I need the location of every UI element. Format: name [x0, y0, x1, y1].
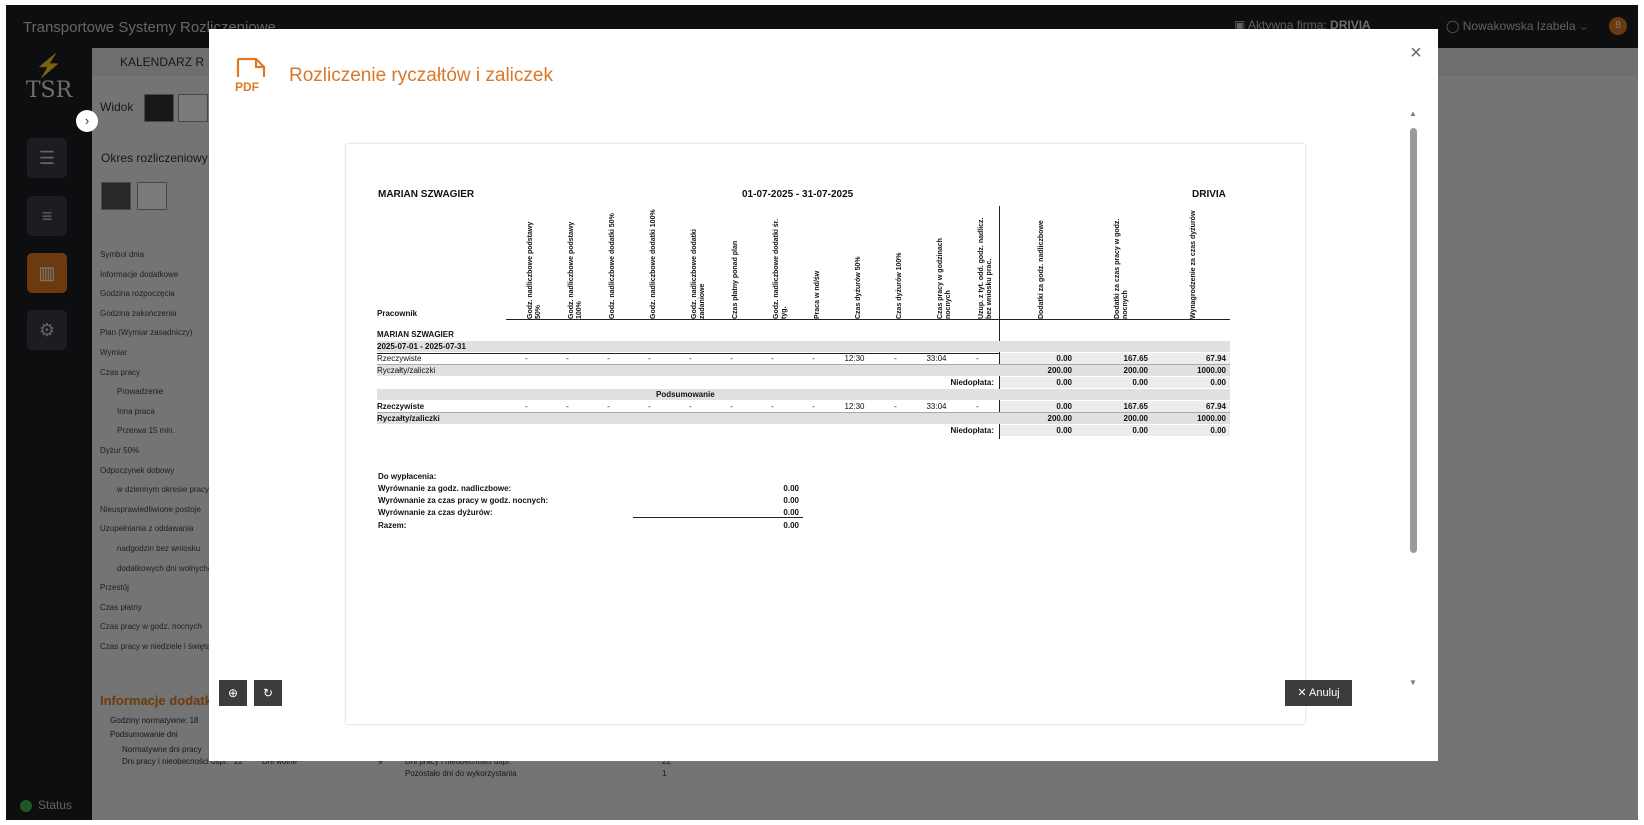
row-label: Ryczałty/zaliczki: [377, 366, 436, 375]
row-cell: -: [812, 354, 815, 363]
column-header-label: Wynagrodzenie za czas dyżurów: [1190, 210, 1197, 319]
close-icon[interactable]: ×: [1410, 42, 1422, 64]
date-row-band: [377, 341, 1230, 352]
column-header: [670, 207, 711, 319]
row-amount: 0.00: [1132, 378, 1148, 387]
row-cell: -: [771, 402, 774, 411]
row-amount: 0.00: [1056, 354, 1072, 363]
column-header: [588, 207, 629, 319]
cancel-button[interactable]: ✕ Anuluj: [1285, 680, 1352, 706]
column-header: [547, 207, 588, 319]
refresh-button[interactable]: [254, 680, 282, 706]
row-cell: -: [976, 402, 979, 411]
zoom-button[interactable]: [219, 680, 247, 706]
row-cell: 12:30: [844, 354, 865, 363]
row-cell: -: [771, 354, 774, 363]
report-period: 01-07-2025 - 31-07-2025: [742, 189, 854, 200]
payout-line-label: Wyrównanie za czas dyżurów:: [378, 508, 493, 517]
zoom-in-icon: ⊕: [227, 686, 239, 700]
row-label: Ryczałty/zaliczki: [377, 414, 440, 423]
scroll-up-arrow[interactable]: ▲: [1409, 109, 1417, 118]
row-cell: -: [730, 354, 733, 363]
row-amount: 200.00: [1123, 366, 1148, 375]
name-row: MARIAN SZWAGIER: [377, 330, 454, 339]
row-cell: 33:04: [926, 402, 947, 411]
column-header: [1152, 207, 1228, 319]
column-header-label: Dodatki za godz. nadliczbowe: [1038, 220, 1045, 319]
scrollbar-thumb[interactable]: [1410, 128, 1417, 553]
pdf-viewer[interactable]: [234, 109, 1417, 724]
payout-line-value: 0.00: [783, 496, 799, 505]
column-header-label: Godz. nadliczbowe dodatki 50%: [608, 213, 616, 319]
row-amount: 200.00: [1047, 366, 1072, 375]
column-header: [1076, 207, 1152, 319]
close-icon: ✕: [1297, 687, 1310, 699]
column-header-label: Czas dyżurów 50%: [854, 256, 862, 319]
employee-column-header: Pracownik: [377, 309, 418, 318]
column-header: [875, 207, 916, 319]
row-cell: -: [607, 402, 610, 411]
column-header-label: Czas pracy w godzinach nocnych: [936, 238, 952, 319]
row-cell: -: [812, 402, 815, 411]
report-company: DRIVIA: [1192, 189, 1226, 200]
row-cell: -: [525, 354, 528, 363]
row-cell: -: [976, 354, 979, 363]
scroll-down-arrow[interactable]: ▼: [1409, 678, 1417, 687]
row-cell: 12:30: [844, 402, 865, 411]
row-amount: 167.65: [1123, 354, 1148, 363]
row-cell: -: [566, 402, 569, 411]
column-header: [711, 207, 752, 319]
pdf-icon: [234, 57, 270, 95]
row-amount: 0.00: [1132, 426, 1148, 435]
pdf-icon-label: PDF: [235, 80, 259, 94]
row-amount: 0.00: [1056, 426, 1072, 435]
payout-total-value: 0.00: [783, 521, 799, 530]
pdf-page: [346, 144, 1305, 724]
summary-band: [377, 389, 1230, 400]
modal-title: Rozliczenie ryczałtów i zaliczek: [289, 65, 553, 86]
row-label: Rzeczywiste: [377, 354, 422, 363]
column-header-label: Godz. nadliczbowe podstawy 50%: [526, 221, 542, 319]
row-cell: -: [566, 354, 569, 363]
row-amount: 200.00: [1123, 414, 1148, 423]
report-modal: [209, 29, 1438, 761]
column-header-label: Czas płatny ponad plan: [731, 240, 739, 319]
column-header-label: Praca w nd/św: [813, 270, 821, 319]
report-employee: MARIAN SZWAGIER: [378, 189, 475, 200]
row-cell: -: [730, 402, 733, 411]
refresh-icon: ↻: [262, 686, 274, 700]
row-amount: 0.00: [1056, 402, 1072, 411]
payout-total-line: [633, 517, 803, 518]
row-amount: 0.00: [1056, 378, 1072, 387]
row-cell: -: [689, 354, 692, 363]
column-header-label: Uzup. z tyt. odd. godz. nadlicz. bez wniosku prac.: [977, 217, 993, 319]
row-cell: -: [894, 354, 897, 363]
row-amount: 167.65: [1123, 402, 1148, 411]
header-underline-left: [506, 319, 1000, 320]
column-header: [506, 207, 547, 319]
row-amount: 200.00: [1047, 414, 1072, 423]
payout-line-value: 0.00: [783, 484, 799, 493]
row-cell: -: [607, 354, 610, 363]
column-header: [957, 207, 998, 319]
row-amount: 1000.00: [1197, 366, 1226, 375]
column-header-label: Czas dyżurów 100%: [895, 252, 903, 319]
row-amount: 67.94: [1205, 354, 1226, 363]
payout-line-label: Wyrównanie za godz. nadliczbowe:: [378, 484, 512, 493]
row-label: Niedopłata:: [950, 378, 994, 387]
sidebar-toggle-button[interactable]: ›: [76, 110, 98, 132]
row-label: Niedopłata:: [950, 426, 994, 435]
column-header: [752, 207, 793, 319]
column-header: [916, 207, 957, 319]
payout-line-value: 0.00: [783, 508, 799, 517]
row-amount: 0.00: [1210, 378, 1226, 387]
column-header-label: Godz. nadliczbowe podstawy 100%: [567, 221, 583, 319]
column-header: [629, 207, 670, 319]
row-label: Rzeczywiste: [377, 402, 425, 411]
payout-title: Do wypłacenia:: [378, 472, 437, 481]
date-row: 2025-07-01 - 2025-07-31: [377, 342, 466, 351]
header-underline-right: [1000, 319, 1230, 320]
row-cell: 33:04: [926, 354, 947, 363]
row-cell: -: [525, 402, 528, 411]
column-header: [1000, 207, 1076, 319]
column-header: [793, 207, 834, 319]
payout-total-label: Razem:: [378, 521, 407, 530]
row-cell: -: [894, 402, 897, 411]
column-header-label: Dodatki za czas pracy w godz. nocnych: [1114, 218, 1129, 319]
row-amount: 67.94: [1205, 402, 1226, 411]
column-header: [834, 207, 875, 319]
row-cell: -: [648, 354, 651, 363]
column-header-label: Godz. nadliczbowe dodatki śr. tyg.: [772, 219, 788, 319]
payout-line-label: Wyrównanie za czas pracy w godz. nocnych:: [378, 496, 549, 505]
row-amount: 1000.00: [1197, 414, 1226, 423]
row-cell: -: [648, 402, 651, 411]
summary-label: Podsumowanie: [656, 390, 715, 399]
column-header-label: Godz. nadliczbowe dodatki 100%: [649, 209, 657, 319]
column-header-label: Godz. nadliczbowe dodatki zadaniowe: [690, 229, 706, 319]
row-amount: 0.00: [1210, 426, 1226, 435]
row-cell: -: [689, 402, 692, 411]
